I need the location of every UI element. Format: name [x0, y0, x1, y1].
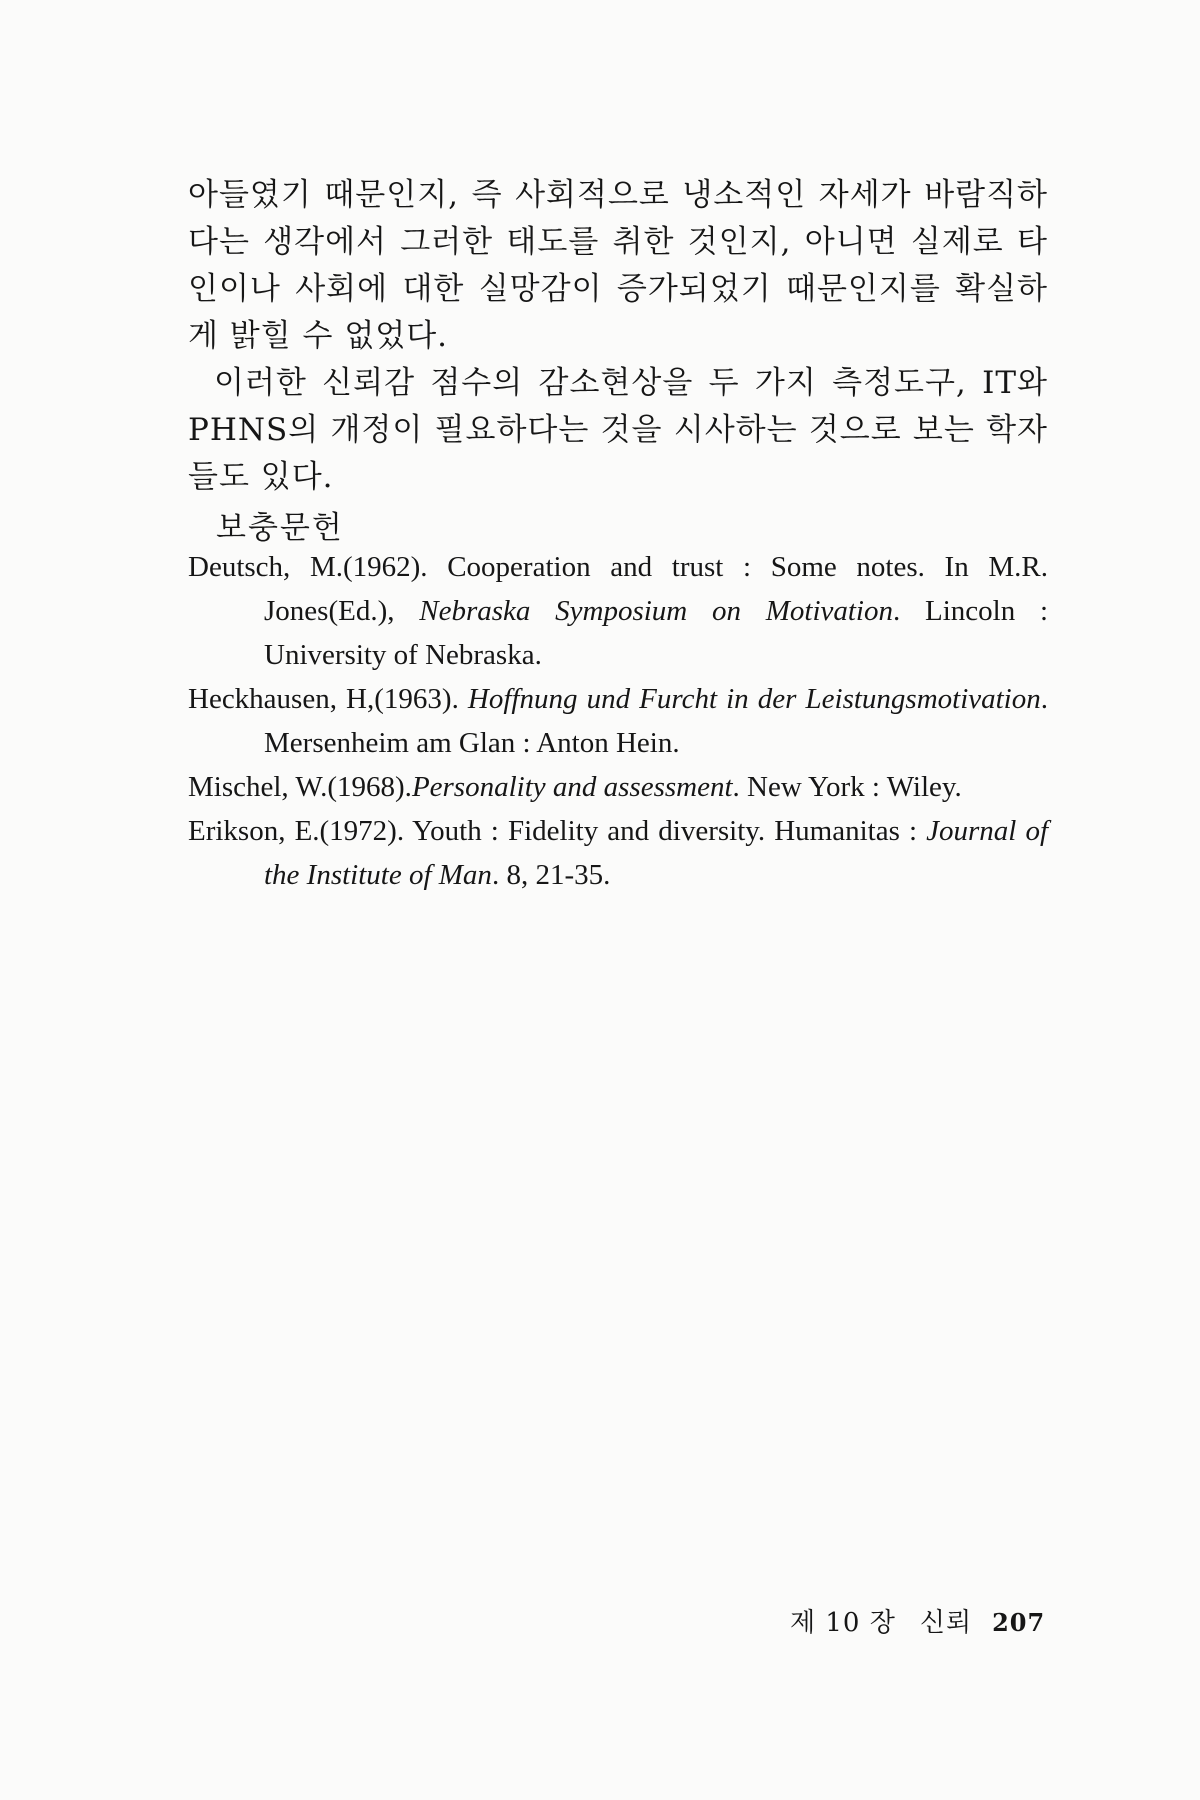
references-heading: 보충문헌: [216, 510, 344, 546]
reference-text: Heckhausen, H,(1963).: [188, 683, 468, 715]
reference-title: Nebraska Symposium on Motivation: [419, 595, 893, 627]
reference-text: Mischel, W.(1968).: [188, 771, 412, 803]
page-footer: [790, 1602, 1045, 1639]
reference-title: Hoffnung und Furcht in der Leistungsmotivation: [467, 683, 1041, 715]
reference-text: Deutsch, M.(1962). Cooperation and trust : Some notes. In M.R. Jones(Ed.),: [188, 551, 1048, 627]
body-text: [188, 172, 1048, 501]
paragraph-2: 이러한 신뢰감 점수의 감소현상을 두 가지 측정도구, IT와 PHNS의 개정이 필요하다는 것을 시사하는 것으로 보는 학자들도 있다.: [188, 365, 1048, 495]
reference-item: [188, 809, 1048, 897]
reference-text: . Mersenheim am Glan : Anton Hein.: [264, 683, 1048, 759]
reference-text: . Lincoln : University of Nebraska.: [264, 595, 1049, 671]
paragraph-1: 아들였기 때문인지, 즉 사회적으로 냉소적인 자세가 바람직하다는 생각에서 그러한 태도를 취한 것인지, 아니면 실제로 타인이나 사회에 대한 실망감이 증가되었기 때문인지를 확실하게 밝힐 수 없었다.: [188, 177, 1048, 354]
reference-item: [188, 545, 1048, 677]
reference-text: Erikson, E.(1972). Youth : Fidelity and diversity. Humanitas :: [188, 815, 927, 847]
reference-title: Personality and assessment: [411, 771, 733, 803]
reference-title: Journal of the Institute of Man: [264, 815, 1048, 891]
references-list: [188, 545, 1048, 897]
reference-text: . New York : Wiley.: [732, 771, 962, 803]
page-number: 207: [992, 1608, 1046, 1637]
reference-item: [188, 765, 1048, 809]
reference-text: . 8, 21-35.: [491, 859, 611, 891]
chapter-label: 제 10 장: [790, 1608, 896, 1638]
chapter-title: 신뢰: [919, 1608, 973, 1638]
reference-item: [188, 677, 1048, 765]
